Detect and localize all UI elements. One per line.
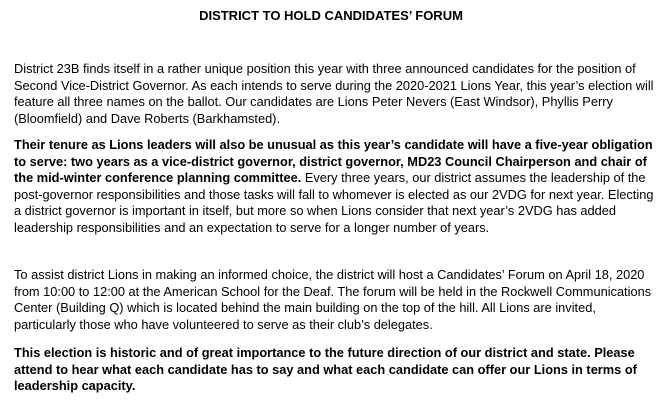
document-title: DISTRICT TO HOLD CANDIDATES’ FORUM	[199, 8, 463, 23]
paragraph-candidates: District 23B finds itself in a rather unique position this year with three announced candidates for the position of Second Vice-District Governor. As each intends to serve during the 2020-2021 Lions Year, this year’s election will feature all three names on the ballot. Our candidates are Lions Peter Nevers (East Windsor), Phyllis Perry (Bloomfield) and Dave Roberts (Barkhamsted).	[14, 61, 654, 126]
paragraph-tenure-bold: Their tenure as Lions leaders will also be unusual as this year’s candidate will have a five-year obligation to serve: two years as a vice-district governor, district governor, MD23 Council Chairperson and chair of the mid-winter conference planning committee.	[14, 137, 653, 185]
paragraph-forum: To assist district Lions in making an informed choice, the district will host a Candidates’ Forum on April 18, 2020 from 10:00 to 12:00 at the American School for the Deaf. The forum will be held in the Rockwell Communications Center (Building Q) which is located behind the main building on the top of the hill. All Lions are invited, particularly those who have volunteered to serve as their club’s delegates.	[14, 267, 652, 332]
paragraph-tenure	[14, 137, 654, 236]
paragraph-closing: This election is historic and of great importance to the future direction of our district and state. Please attend to hear what each candidate has to say and what each candidate can offer our Lions in terms of leadership capacity.	[14, 345, 637, 393]
paragraph-tenure-rest: Every three years, our district assumes the leadership of the post-governor responsibilities and those tasks will fall to whomever is elected as our 2VDG for next year. Electing a district governor is important in itself, but more so when Lions consider that next year’s 2VDG has added leadership responsibilities and an expectation to serve for a longer number of years.	[14, 170, 654, 235]
